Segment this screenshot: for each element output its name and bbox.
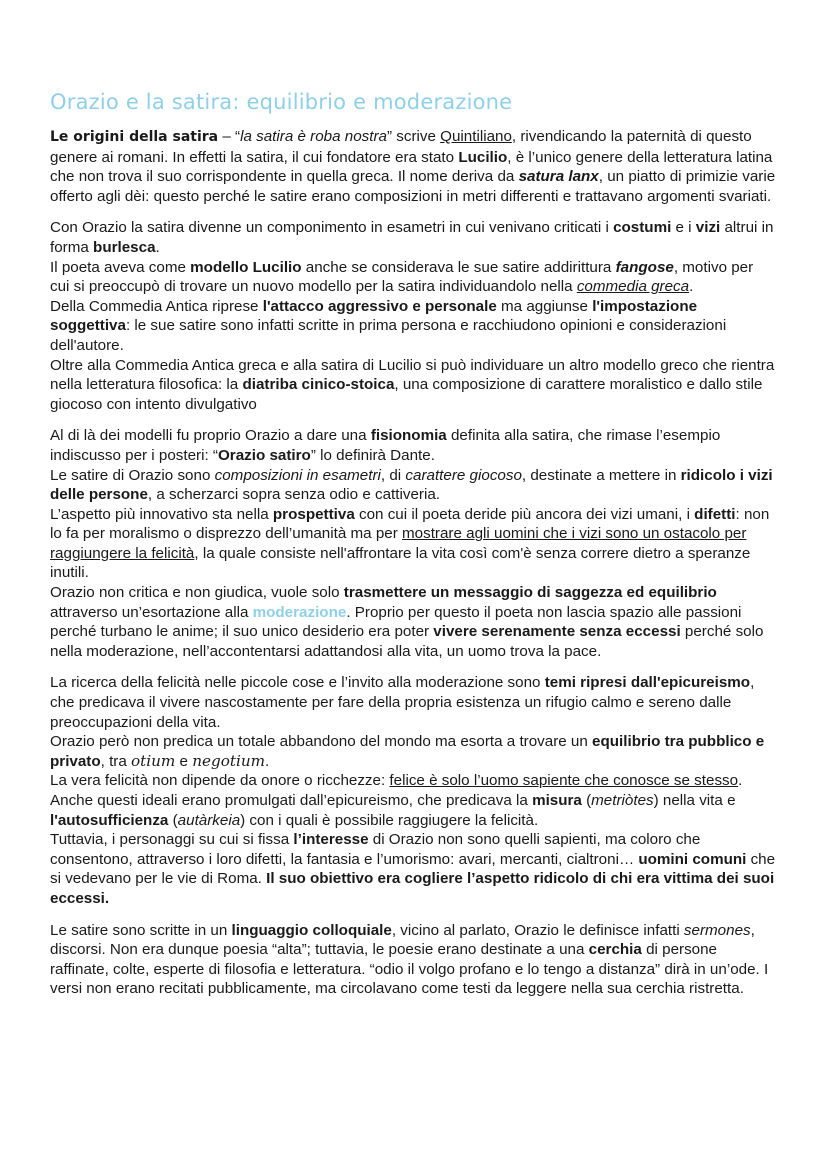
text-run: ( [168, 811, 178, 829]
underlined-phrase: felice è solo l’uomo sapiente che conosce se stesso [389, 772, 739, 790]
text-run: . [155, 238, 160, 256]
text-run: , tra [100, 752, 132, 770]
text-run: altrui in forma [50, 219, 774, 256]
text-run: . Anche questi ideali erano promulgati dall’epicureismo, che predicava la [50, 772, 743, 809]
text-run: con cui il poeta deride più ancora dei vizi umani, i [354, 505, 695, 523]
paragraph-orazio-satira [50, 218, 776, 414]
bold-term: misura [532, 792, 582, 809]
text-run: che si vedevano per le vie di Roma. [50, 850, 776, 888]
underlined-name: Quintiliano [440, 128, 512, 145]
bold-term: diatriba cinico-stoica [242, 376, 395, 394]
text-run: , discorsi. Non era dunque poesia “alta”; tuttavia, le poesie erano destinate a una [50, 921, 755, 959]
text-run: : le sue satire sono infatti scritte in prima persona e racchiudono opinioni e considerazioni dell'autore. [50, 317, 727, 354]
bold-term: fisionomia [370, 427, 447, 445]
text-run: e [175, 752, 193, 770]
quote-italic: la satira è roba nostra [240, 128, 387, 145]
page-title: Orazio e la satira: equilibrio e moderazione [50, 90, 513, 114]
paragraph-origini [50, 127, 776, 206]
latin-term: otium [131, 751, 176, 770]
text-run: , la quale consiste nell'affrontare la vita così com'è senza correre dietro a speranze inutili. [50, 544, 751, 582]
bold-term: modello Lucilio [190, 258, 302, 276]
text-run: ” lo definirà Dante. [310, 446, 435, 464]
italic-term: sermones [683, 921, 751, 939]
bold-term: Il suo obiettivo era cogliere l’aspetto ridicolo di chi era vittima dei suoi eccessi. [50, 870, 775, 907]
text-run: , una composizione di carattere moralistico e dallo stile giocoso con intento divulgativo [50, 376, 763, 413]
text-run: e i [671, 219, 696, 237]
text-run: ) nella vita e [653, 792, 736, 809]
paragraph-epicureismo [50, 673, 776, 908]
text-run: , un piatto di primizie varie offerto agli dèi: questo perché le satire erano composizioni in metri differenti e trattavano argomenti svariati. [50, 168, 776, 205]
text-run: Al di là dei modelli fu proprio Orazio a dare una [50, 427, 371, 445]
line-group [50, 258, 776, 297]
text-run: , vicino al parlato, Orazio le definisce infatti [391, 921, 684, 939]
bold-italic-term: fangose [615, 258, 674, 276]
text-run: – “ [218, 128, 241, 145]
bold-term: temi ripresi dall'epicureismo [544, 674, 751, 692]
text-run: Orazio però non predica un totale abbandono del mondo ma esorta a trovare un [50, 733, 593, 751]
text-run: anche se considerava le sue satire addirittura [301, 258, 616, 276]
text-run: : non lo fa per moralismo o disprezzo dell’umanità ma per [50, 505, 770, 543]
bold-term: costumi [613, 219, 672, 237]
bold-term: l'impostazione soggettiva [50, 297, 698, 335]
text-run: Della Commedia Antica riprese [50, 297, 263, 315]
text-run: , di [380, 466, 406, 484]
line-group [50, 356, 776, 415]
text-run: Le satire sono scritte in un [50, 921, 232, 939]
text-run: , che predicava il vivere nascostamente per fare della propria esistenza un rifugio calmo e sereno dalle preoccupazioni della vita. [50, 674, 755, 731]
underlined-phrase: mostrare agli uomini che i vizi sono un ostacolo per raggiungere la felicità [50, 525, 747, 562]
text-run: attraverso un’esortazione alla [50, 603, 253, 621]
bold-term: Lucilio [458, 148, 508, 166]
paragraph-fisionomia [50, 426, 776, 661]
text-run: , a scherzarci sopra senza odio e cattiveria. [147, 486, 440, 504]
bold-term: l'attacco aggressivo e personale [262, 297, 497, 315]
section-lead: Le origini della satira [50, 129, 219, 145]
text-run: di Orazio non sono quelli sapienti, ma coloro che consentono, attraverso i loro difetti, la fantasia e l’umorismo: avari, mercanti, cialtroni… [50, 831, 701, 868]
line-group [50, 505, 776, 583]
bold-term: burlesca [93, 238, 156, 256]
text-run: , motivo per cui si preoccupò di trovare un nuovo modello per la satira individuandolo nella [50, 258, 754, 296]
bold-term: cerchia [588, 941, 642, 959]
text-run: di persone raffinate, colte, esperte di filosofia e letteratura. “odio il volgo profano e lo tengo a distanza” dirà in un’ode. I versi non erano recitati pubblicamente, ma circolavano come testi da leggere nella sua cerchia ristretta. [50, 941, 769, 998]
paragraph-linguaggio [50, 921, 776, 999]
text-run: La vera felicità non dipende da onore o ricchezze: [50, 772, 390, 790]
text-run: . [265, 752, 270, 770]
bold-term: vivere serenamente senza eccessi [433, 623, 681, 641]
text-run: , è l’unico genere della letteratura latina che non trova il suo corrispondente in quella greca. Il nome deriva da [50, 148, 773, 186]
text-run: , destinate a mettere in [521, 466, 681, 484]
text-run: L’aspetto più innovativo sta nella [50, 505, 273, 523]
text-run: Il poeta aveva come [50, 258, 191, 276]
italic-term: metriòtes [591, 792, 654, 809]
text-run: ma aggiunse [496, 297, 593, 315]
text-run: . Proprio per questo il poeta non lascia spazio alle passioni perché turbano le anime; il suo unico desiderio era poter [50, 603, 742, 641]
bold-term: trasmettere un messaggio di saggezza ed equilibrio [343, 584, 717, 602]
text-run: Le satire di Orazio sono [50, 466, 215, 484]
text-run: perché solo nella moderazione, nell’accontentarsi adattandosi alla vita, un uomo trova la pace. [50, 623, 764, 660]
bold-term: vizi [695, 219, 721, 237]
line-group [50, 218, 776, 257]
line-group [50, 673, 776, 732]
bold-term: equilibrio tra pubblico e privato [50, 733, 765, 770]
line-group [50, 583, 776, 661]
bold-term: l’interesse [293, 831, 369, 849]
underlined-italic-term: commedia greca [576, 278, 690, 296]
text-run: ( [581, 792, 592, 809]
text-run: , rivendicando la paternità di questo genere ai romani. In effetti la satira, il cui fondatore era stato [50, 128, 752, 166]
line-group [50, 830, 776, 908]
line-group [50, 466, 776, 505]
text-run: Oltre alla Commedia Antica greca e alla satira di Lucilio si può individuare un altro modello greco che rientra nella letteratura filosofica: la [50, 356, 775, 394]
bold-term: Orazio satiro [217, 446, 311, 464]
text-run: ) con i quali è possibile raggiugere la felicità. [240, 811, 539, 829]
highlight-term: moderazione [252, 603, 347, 621]
bold-term: uomini comuni [638, 850, 747, 868]
bold-term: difetti [694, 505, 736, 523]
italic-term: carattere giocoso [405, 466, 522, 484]
line-group [50, 297, 776, 356]
latin-term: negotium [192, 751, 265, 770]
italic-term: composizioni in esametri [214, 466, 381, 484]
bold-italic-term: satura lanx [518, 168, 599, 186]
italic-term: autàrkeia [177, 811, 241, 829]
text-run: . [689, 278, 694, 296]
line-group [50, 426, 776, 465]
text-run: Orazio non critica e non giudica, vuole solo [50, 584, 344, 602]
bold-term: linguaggio colloquiale [231, 921, 392, 939]
bold-term: l'autosufficienza [50, 811, 169, 829]
text-run: Tuttavia, i personaggi su cui si fissa [50, 831, 294, 849]
bold-term: prospettiva [272, 505, 355, 523]
text-run: La ricerca della felicità nelle piccole cose e l’invito alla moderazione sono [50, 674, 545, 692]
text-run: ” scrive [387, 128, 441, 145]
line-group [50, 771, 776, 830]
text-run: definita alla satira, che rimase l’esempio indiscusso per i posteri: “ [50, 427, 721, 464]
bold-term: ridicolo i vizi delle persone [50, 466, 773, 504]
text-run: Con Orazio la satira divenne un componimento in esametri in cui venivano criticati i [50, 219, 614, 237]
line-group [50, 732, 776, 771]
